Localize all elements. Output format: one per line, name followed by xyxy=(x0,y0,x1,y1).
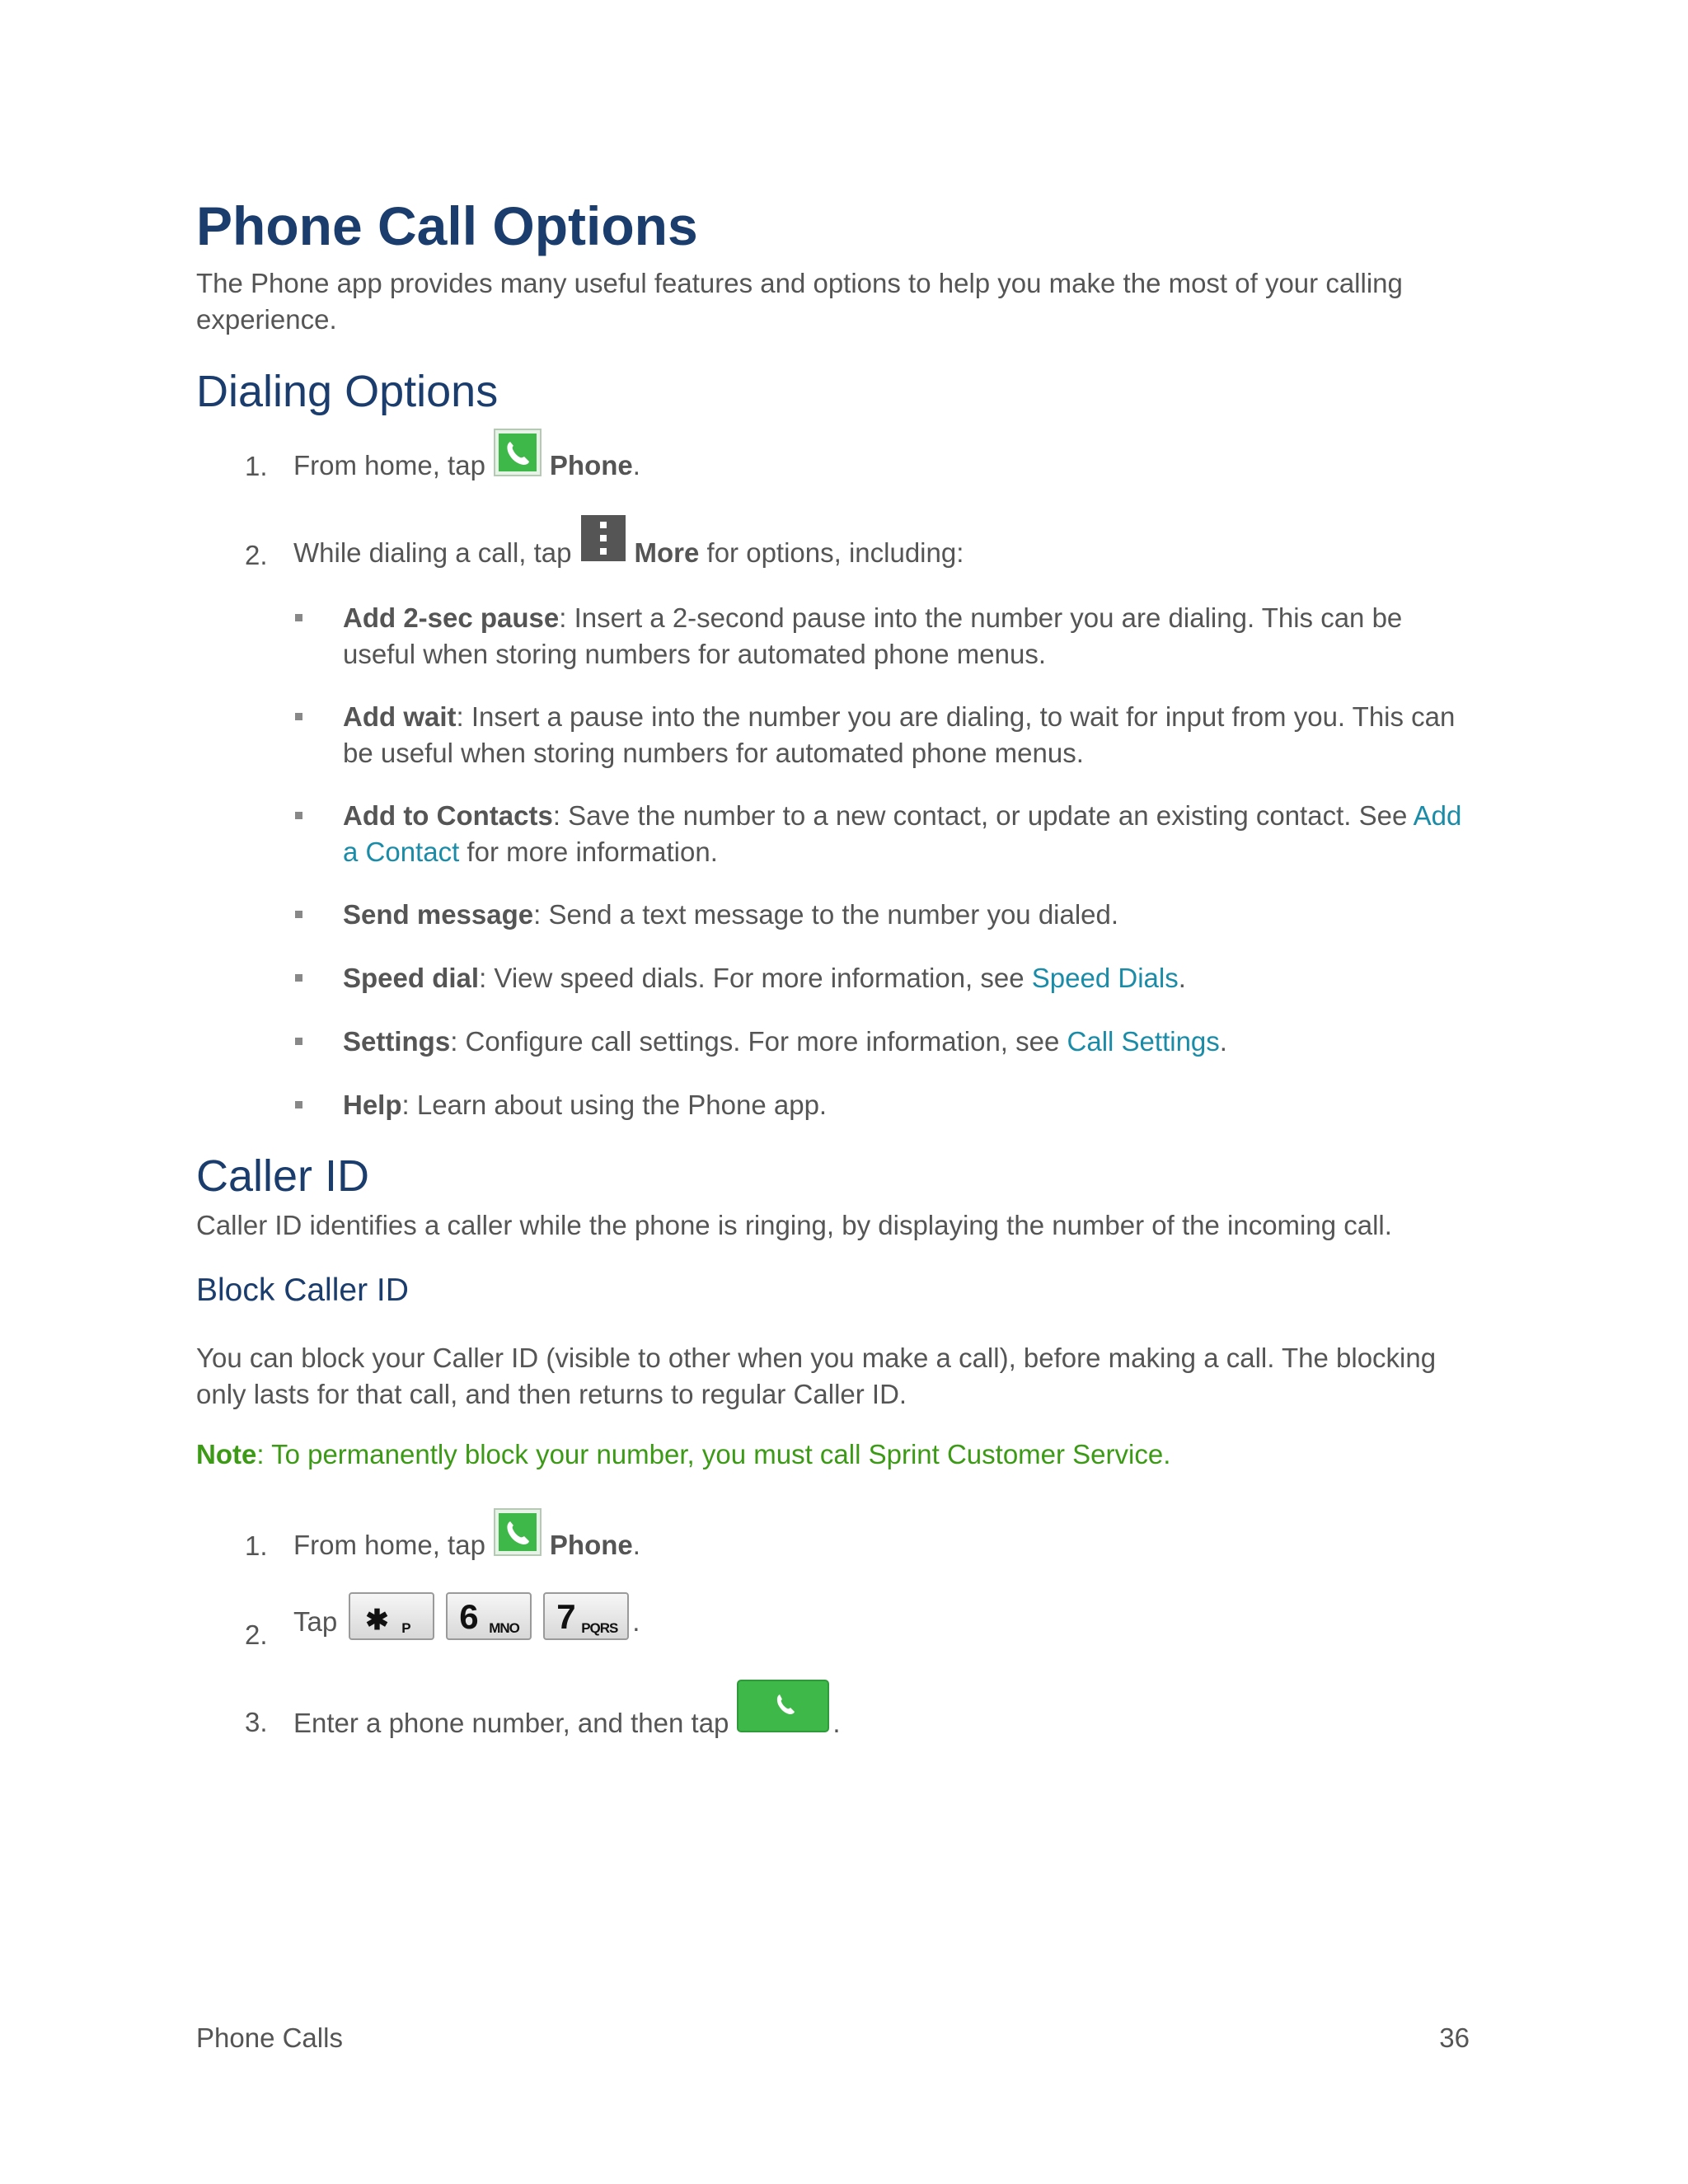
bullet-marker xyxy=(295,911,302,918)
call-button-icon xyxy=(737,1680,829,1741)
step-number: 1. xyxy=(245,451,268,481)
bullet-marker xyxy=(295,614,302,621)
dialing-step-2: 2. While dialing a call, tap More for options, including: xyxy=(196,514,1470,572)
step-text: Tap xyxy=(293,1606,338,1637)
block-step-3: 3. Enter a phone number, and then tap . xyxy=(196,1680,1470,1737)
phone-icon xyxy=(494,429,542,485)
key-star: ✱ P xyxy=(349,1592,434,1640)
block-caller-id-heading: Block Caller ID xyxy=(196,1272,409,1308)
bullet-marker xyxy=(295,812,302,819)
bullet-marker xyxy=(295,974,302,982)
speed-dials-link[interactable]: Speed Dials xyxy=(1031,963,1179,993)
block-step-2: 2. Tap ✱ P 6 MNO 7 PQRS . xyxy=(196,1592,1470,1650)
step-number: 2. xyxy=(245,1619,268,1650)
call-settings-link[interactable]: Call Settings xyxy=(1067,1026,1220,1057)
phone-label: Phone xyxy=(549,1530,633,1560)
note: Note: To permanently block your number, you must call Sprint Customer Service. xyxy=(196,1439,1171,1469)
step-text: Enter a phone number, and then tap xyxy=(293,1708,729,1738)
step-number: 2. xyxy=(245,540,268,570)
intro-paragraph: The Phone app provides many useful features and options to help you make the most of your calling experience. xyxy=(196,268,1403,335)
page-title: Phone Call Options xyxy=(196,195,698,256)
phone-icon xyxy=(494,1508,542,1565)
key-7: 7 PQRS xyxy=(543,1592,629,1640)
footer-section: Phone Calls xyxy=(196,2022,343,2053)
bullet-marker xyxy=(295,1101,302,1108)
dialing-step-1: 1. From home, tap Phone . xyxy=(196,429,1470,486)
step-text: From home, tap xyxy=(293,450,485,480)
key-6: 6 MNO xyxy=(446,1592,532,1640)
caller-id-heading: Caller ID xyxy=(196,1151,370,1201)
phone-label: Phone xyxy=(549,450,633,480)
step-text: From home, tap xyxy=(293,1530,485,1560)
caller-id-intro: Caller ID identifies a caller while the phone is ringing, by displaying the number of the incoming call. xyxy=(196,1210,1392,1240)
page-number: 36 xyxy=(1439,2022,1470,2053)
more-icon xyxy=(580,514,626,571)
bullet-marker xyxy=(295,1038,302,1045)
dialing-options-heading: Dialing Options xyxy=(196,367,499,416)
step-number: 1. xyxy=(245,1530,268,1561)
step-text: While dialing a call, tap xyxy=(293,537,572,568)
block-caller-id-paragraph: You can block your Caller ID (visible to other when you make a call), before making a call. The blocking only lasts for that call, and then returns to regular Caller ID. xyxy=(196,1343,1437,1409)
more-label: More xyxy=(634,537,700,568)
add-a-contact-link[interactable]: Add a Contact xyxy=(343,800,1462,867)
block-step-1: 1. From home, tap Phone . xyxy=(196,1508,1470,1566)
bullet-marker xyxy=(295,713,302,720)
step-number: 3. xyxy=(245,1707,268,1737)
